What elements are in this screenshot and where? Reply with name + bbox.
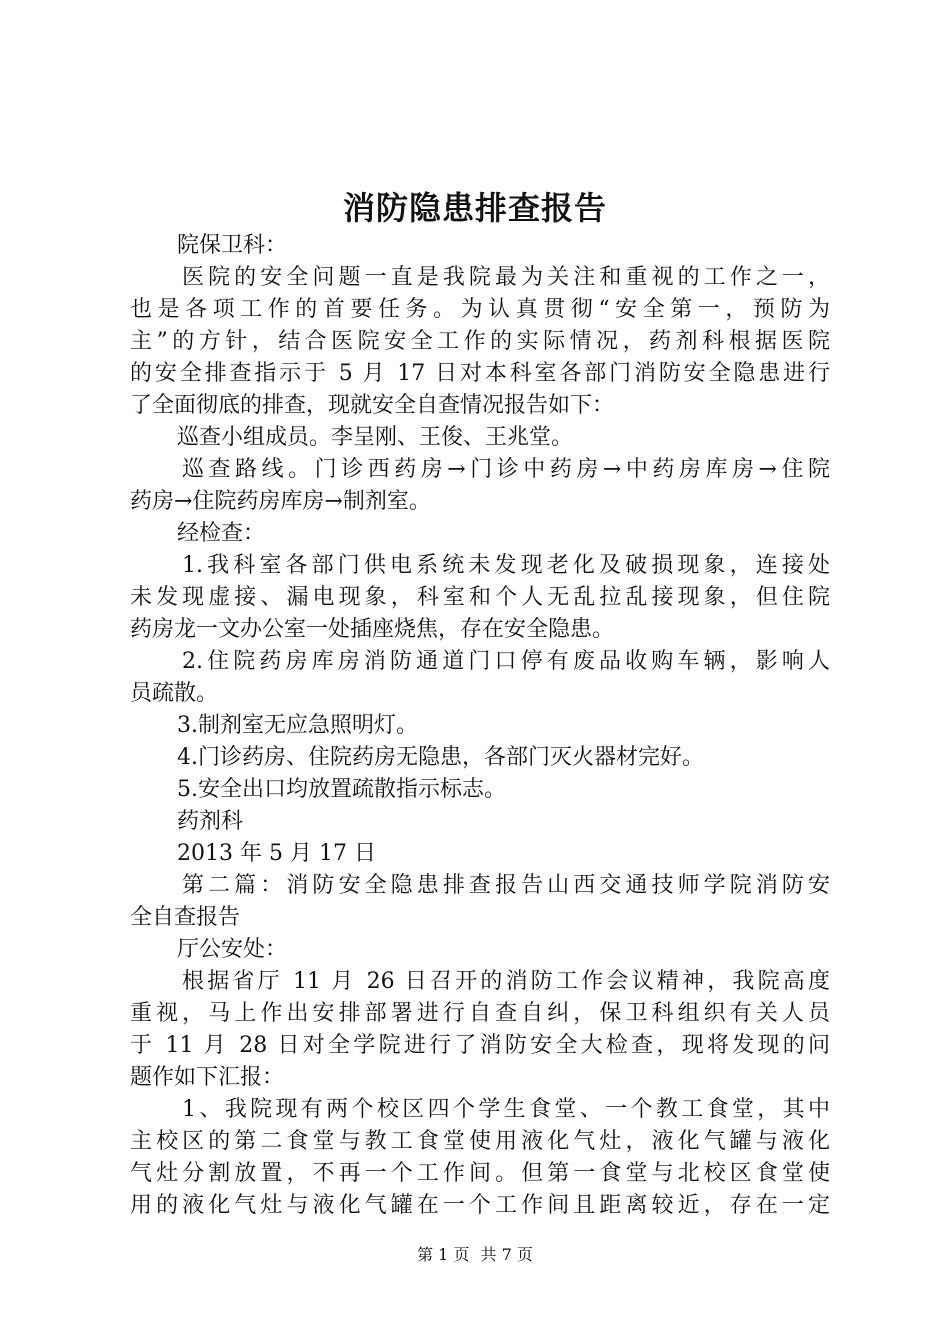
paragraph-line: 药房龙一文办公室一处插座烧焦，存在安全隐患。 — [130, 617, 615, 642]
paragraph-line: 未发现虚接、漏电现象，科室和个人无乱拉乱接现象，但住院 — [130, 585, 830, 610]
paragraph-line: 药房→住院药房库房→制剂室。 — [130, 489, 431, 514]
paragraph-line: 1.我科室各部门供电系统未发现老化及破损现象，连接处 — [182, 553, 830, 578]
section-heading-line: 全自查报告 — [130, 905, 241, 930]
paragraph-line: 根据省厅 11 月 26 日召开的消防工作会议精神，我院高度 — [182, 969, 830, 994]
paragraph-line: 员疏散。 — [130, 681, 219, 706]
paragraph-line: 4.门诊药房、住院药房无隐患，各部门灭火器材完好。 — [177, 745, 704, 770]
paragraph-line: 5.安全出口均放置疏散指示标志。 — [177, 777, 506, 802]
signature-date: 2013 年 5 月 17 日 — [177, 841, 376, 866]
paragraph-line: 1、我院现有两个校区四个学生食堂、一个教工食堂，其中 — [182, 1097, 830, 1122]
paragraph-line: 2.住院药房库房消防通道门口停有废品收购车辆，影响人 — [182, 649, 830, 674]
section-heading-line: 第二篇：消防安全隐患排查报告山西交通技师学院消防安 — [182, 873, 830, 898]
paragraph-line: 了全面彻底的排查，现就安全自查情况报告如下： — [130, 393, 615, 418]
document-title: 消防隐患排查报告 — [342, 189, 607, 227]
paragraph-line: 于 11 月 28 日对全学院进行了消防安全大检查，现将发现的问 — [130, 1033, 830, 1058]
paragraph-line: 主校区的第二食堂与教工食堂使用液化气灶，液化气罐与液化 — [130, 1129, 830, 1154]
salutation: 院保卫科： — [177, 233, 288, 258]
page-total: 共 7 页 — [480, 1245, 533, 1264]
paragraph-line: 题作如下汇报： — [130, 1065, 285, 1090]
paragraph-line: 主”的方针，结合医院安全工作的实际情况，药剂科根据医院 — [130, 329, 830, 354]
signature-department: 药剂科 — [177, 809, 244, 834]
paragraph-line: 3.制剂室无应急照明灯。 — [177, 713, 418, 738]
paragraph-line: 巡查路线。门诊西药房→门诊中药房→中药房库房→住院 — [182, 457, 830, 482]
paragraph-line: 也是各项工作的首要任务。为认真贯彻“安全第一，预防为 — [130, 297, 830, 322]
paragraph-line: 的安全排查指示于 5 月 17 日对本科室各部门消防安全隐患进行 — [130, 361, 830, 386]
document-body — [130, 230, 830, 1222]
paragraph-line: 气灶分割放置，不再一个工作间。但第一食堂与北校区食堂使 — [130, 1161, 830, 1186]
paragraph-line: 医院的安全问题一直是我院最为关注和重视的工作之一， — [182, 265, 830, 290]
page-footer — [0, 1243, 950, 1267]
paragraph-line: 巡查小组成员。李呈刚、王俊、王兆堂。 — [177, 425, 574, 450]
salutation: 厅公安处： — [177, 937, 288, 962]
paragraph-line: 经检查： — [177, 521, 266, 546]
paragraph-line: 重视，马上作出安排部署进行自查自纠，保卫科组织有关人员 — [130, 1001, 830, 1026]
paragraph-line: 用的液化气灶与液化气罐在一个工作间且距离较近，存在一定 — [130, 1193, 830, 1218]
page-number: 第 1 页 — [417, 1245, 470, 1264]
